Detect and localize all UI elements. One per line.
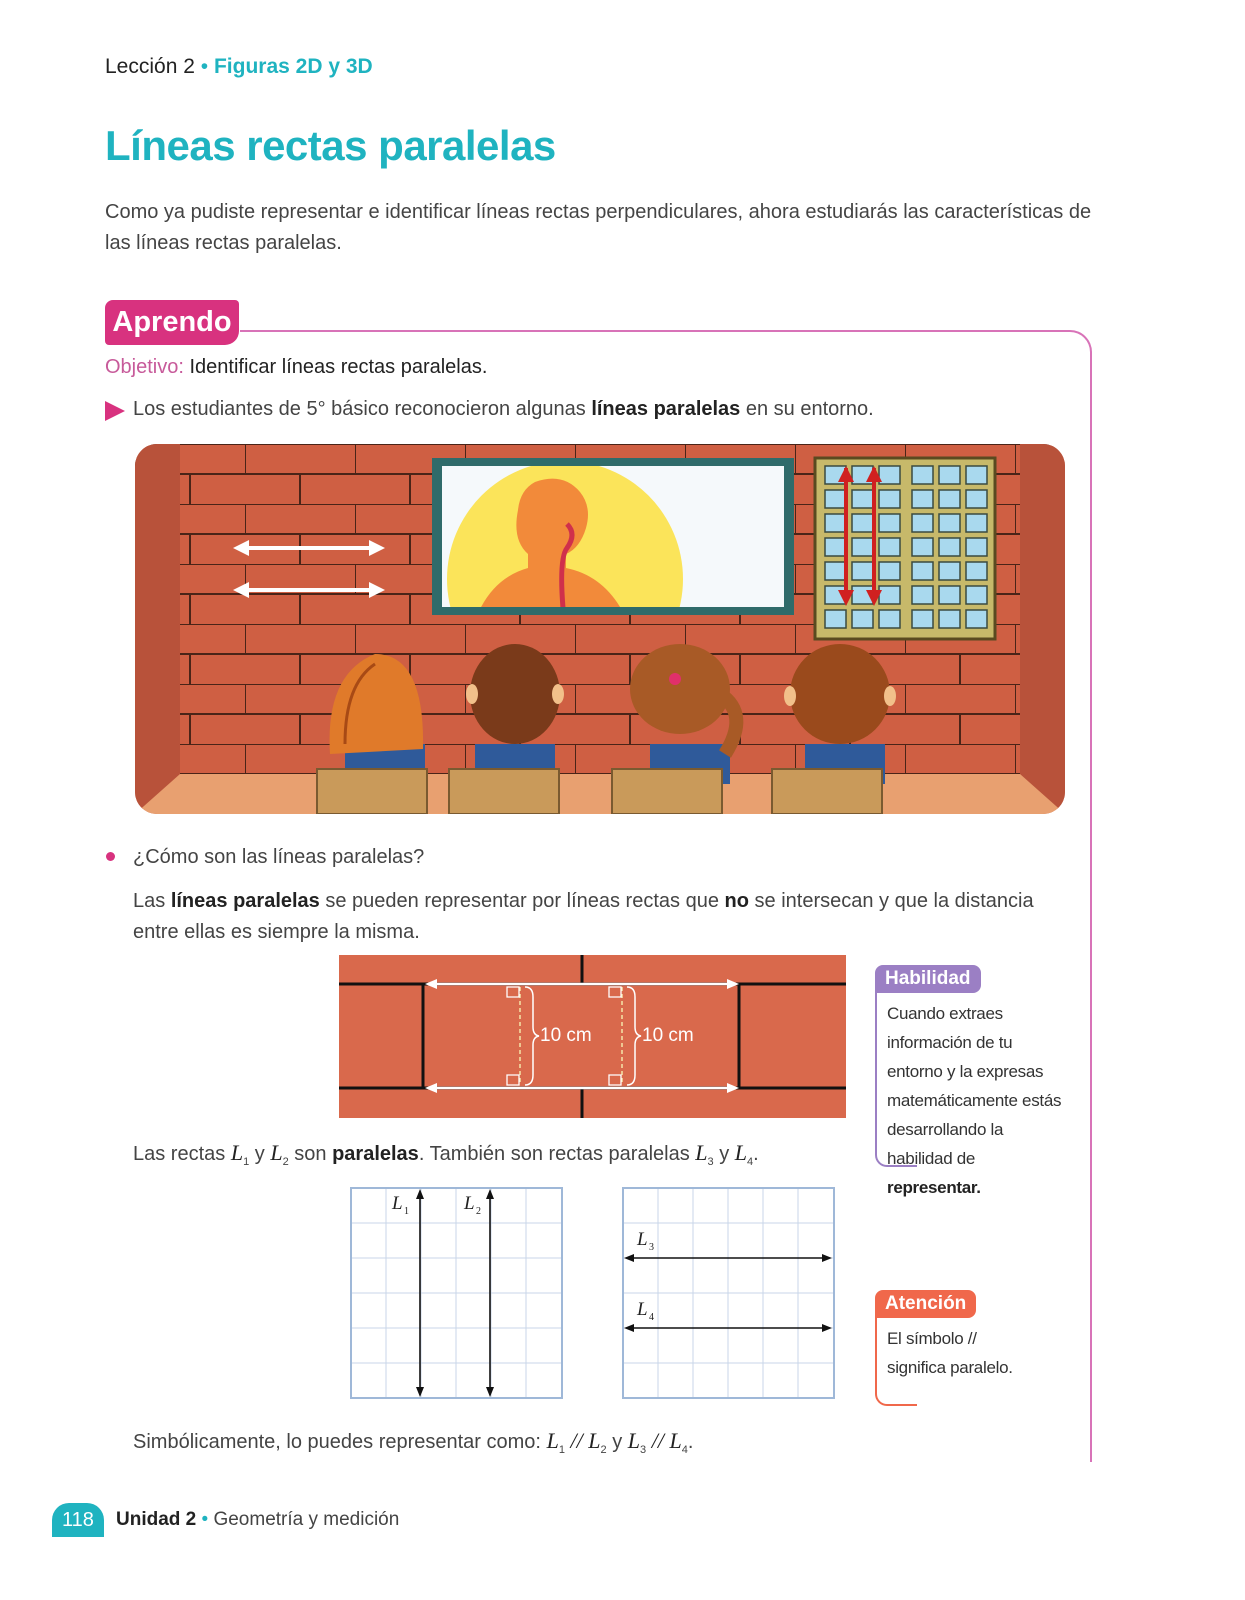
floor [135,774,1065,814]
line-symbol: L [270,1140,283,1165]
window-pane [879,514,900,532]
window-pane [966,562,987,580]
label-l2: L [464,1193,475,1214]
bullet-dot-icon [106,852,115,861]
parallel-symbol: // [651,1428,664,1453]
window-pane [912,538,933,556]
label-l2-sub: 2 [476,1206,481,1217]
window-pane [939,466,960,484]
window-pane [939,610,960,628]
line-subscript: 1 [558,1444,565,1456]
definition-text: Las [133,890,166,912]
window-pane [879,562,900,580]
intro-bullet-bold: líneas paralelas [591,398,741,420]
atencion-box [875,1290,1075,1410]
line-symbol: L [546,1428,559,1453]
footer [116,1509,399,1531]
habilidad-text [887,999,1072,1202]
lesson-topic: Figuras 2D y 3D [213,55,373,78]
definition-text: se intersecan y que la distancia entre ellas es siempre la misma. [133,890,1034,943]
page-number: 118 [52,1503,104,1537]
habilidad-text-bold: representar. [887,1178,981,1197]
arrow-head [486,1387,494,1397]
label-l3: L [637,1229,648,1250]
sentence-text: . [753,1143,759,1165]
intro-bullet-text-1: Los estudiantes de 5° básico reconocieron algunas [133,398,586,420]
left-wall [135,444,180,814]
desk [612,769,722,814]
window-pane [879,490,900,508]
arrow-head [416,1189,424,1199]
window-pane [939,514,960,532]
window-pane [879,538,900,556]
window-pane [912,610,933,628]
line-subscript: 3 [640,1444,647,1456]
student-2 [466,644,564,784]
window-pane [852,490,873,508]
window-pane [966,610,987,628]
line-symbol: L [734,1140,748,1165]
habilidad-tag: Habilidad [875,965,981,993]
window-pane [852,514,873,532]
parallel-symbol: // [570,1428,583,1453]
window-pane [912,466,933,484]
line-subscript: 4 [747,1156,754,1168]
atencion-text: El símbolo // significa paralelo. [887,1329,1013,1377]
intro-bullet-text-2: en su entorno. [745,398,874,420]
sentence-text: y [719,1143,730,1165]
definition-bold: no [724,890,749,912]
line-symbol: L [230,1140,244,1165]
sentence-text: y [254,1143,265,1165]
measure-label-1: 10 cm [540,1025,592,1046]
footer-subject: Geometría y medición [213,1509,400,1530]
window-pane [966,538,987,556]
line-subscript: 2 [282,1156,289,1168]
label-l4-sub: 4 [649,1312,654,1323]
window-pane [966,490,987,508]
question-text: ¿Cómo son las líneas paralelas? [133,846,425,868]
classroom-illustration [135,444,1065,814]
lesson-label: Lección 2 [105,55,195,78]
label-l4: L [637,1299,648,1320]
window-pane [912,490,933,508]
grid-lines [351,1188,562,1398]
objective [105,356,487,379]
window-pane [966,586,987,604]
symbolic-text: y [612,1431,623,1453]
definition-text: se pueden representar por líneas rectas que [325,890,719,912]
window-pane [825,562,846,580]
window-pane [825,514,846,532]
window-pane [879,466,900,484]
lesson-header [105,55,373,79]
sentence-text: son [294,1143,327,1165]
desk [317,769,427,814]
footer-unit: Unidad 2 [116,1509,197,1530]
header-separator: • [200,55,209,78]
footer-separator: • [201,1509,209,1530]
window-pane [912,562,933,580]
window-pane [879,610,900,628]
line-symbol: L [588,1428,601,1453]
line-subscript: 1 [243,1156,250,1168]
right-wall [1020,444,1065,814]
label-l1: L [392,1193,403,1214]
atencion-tag: Atención [875,1290,976,1318]
sentence-bold: paralelas [332,1143,419,1165]
desk [772,769,882,814]
brick-measurement-figure [339,955,846,1118]
window-pane [852,610,873,628]
objective-label: Objetivo: [105,356,184,378]
line-symbol: L [669,1428,682,1453]
grid-vertical-lines [350,1187,563,1399]
line-symbol: L [627,1428,641,1453]
intro-paragraph: Como ya pudiste representar e identificar líneas rectas perpendiculares, ahora estudiarás las características de las líneas rectas paralelas. [105,201,1092,254]
window-pane [966,466,987,484]
triangle-bullet-icon [105,401,125,421]
window-pane [852,562,873,580]
window-pane [912,586,933,604]
desk [449,769,559,814]
window-pane [852,538,873,556]
objective-text: Identificar líneas rectas paralelas. [189,356,488,378]
window-pane [879,586,900,604]
arrow-head [624,1324,634,1332]
line-subscript: 2 [600,1444,607,1456]
line-subscript: 4 [681,1444,688,1456]
window-pane [912,514,933,532]
parallel-lines-sentence [133,1140,759,1168]
measure-label-2: 10 cm [642,1025,694,1046]
window-pane [825,538,846,556]
window-pane [966,514,987,532]
habilidad-box [875,965,1075,1197]
sentence-text: . También son rectas paralelas [418,1143,690,1165]
line-subscript: 3 [707,1156,714,1168]
arrow-head [822,1254,832,1262]
arrow-head [486,1189,494,1199]
definition-bold: líneas paralelas [170,890,320,912]
grid-lines [623,1188,834,1398]
window-pane [939,562,960,580]
window-pane [825,610,846,628]
symbolic-text: Simbólicamente, lo puedes representar como: [133,1431,541,1453]
arrow-head [624,1254,634,1262]
habilidad-text-body: Cuando extraes información de tu entorno y la expresas matemáticamente estás desarrollando la habilidad de [887,1004,1062,1168]
symbolic-sentence [133,1428,693,1456]
intro-bullet [133,398,874,421]
sentence-text: Las rectas [133,1143,226,1165]
arrow-head [416,1387,424,1397]
grid-horizontal-lines [622,1187,835,1399]
page-title: Líneas rectas paralelas [105,122,556,169]
window-pane [825,490,846,508]
arrow-head [822,1324,832,1332]
label-l1-sub: 1 [404,1206,409,1217]
definition-paragraph [133,886,1073,948]
symbolic-text: . [687,1431,694,1453]
window-pane [939,490,960,508]
window-pane [939,538,960,556]
label-l3-sub: 3 [649,1242,654,1253]
line-symbol: L [695,1140,708,1165]
aprendo-tag: Aprendo [105,300,239,345]
window-pane [939,586,960,604]
